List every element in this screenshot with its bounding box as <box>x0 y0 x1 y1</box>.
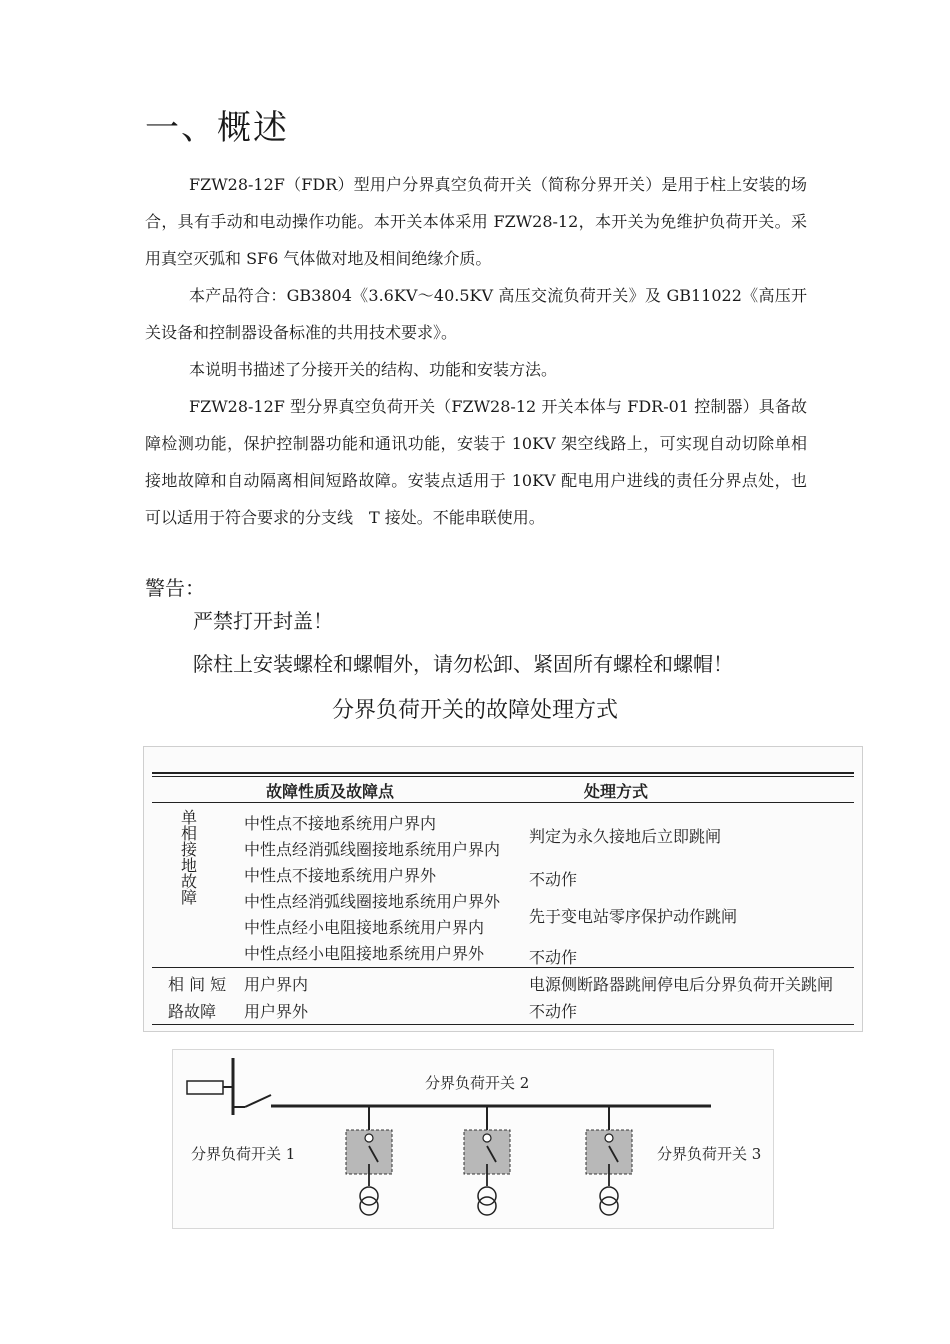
label-switch-3: 分界负荷开关 3 <box>657 1145 762 1163</box>
group-label-single-phase: 单相接地故障 <box>180 808 197 907</box>
table-bottom-rule <box>152 1024 854 1025</box>
label-switch-1: 分界负荷开关 1 <box>191 1145 296 1163</box>
switch-contact-icon <box>605 1134 613 1142</box>
table-row: 中性点不接地系统用户界内 <box>244 814 437 833</box>
table-row: 用户界外 <box>244 1002 309 1021</box>
paragraph-intro: FZW28-12F（FDR）型用户分界真空负荷开关（简称分界开关）是用于柱上安装的场合，具有手动和电动操作功能。本开关本体采用 FZW28-12，本开关为免维护负荷开关。采用真空灭弧和 SF6 气体做对地及相间绝缘介质。 <box>145 175 807 268</box>
warning-line-1: 严禁打开封盖！ <box>193 609 333 633</box>
table-action: 电源侧断路器跳闸停电后分界负荷开关跳闸 <box>529 975 834 994</box>
warning-title: 警告： <box>145 576 205 600</box>
figure-title: 分界负荷开关的故障处理方式 <box>331 698 618 723</box>
label-switch-2: 分界负荷开关 2 <box>425 1074 530 1092</box>
transformer-icon <box>360 1187 378 1205</box>
table-row: 中性点经小电阻接地系统用户界外 <box>244 944 485 963</box>
table-action: 不动作 <box>529 870 578 889</box>
switch-1-blade <box>245 1095 271 1107</box>
table-top-rule <box>152 772 854 774</box>
transformer-icon <box>478 1197 496 1215</box>
paragraph-function: FZW28-12F 型分界真空负荷开关（FZW28-12 开关本体与 FDR-01 控制器）具备故障检测功能，保护控制器功能和通讯功能，安装于 10KV 架空线路上，可实现自动切除单相接地故障和自动隔离相间短路故障。安装点适用于 10KV 配电用户进线的责任分界点处，也可以适用于符合要求的分支线 T 接处。不能串联使用。 <box>145 397 807 527</box>
transformer-icon <box>600 1197 618 1215</box>
paragraph-scope: 本说明书描述了分接开关的结构、功能和安装方法。 <box>189 360 558 379</box>
table-action: 判定为永久接地后立即跳闸 <box>529 827 722 846</box>
transformer-icon <box>478 1187 496 1205</box>
table-row: 中性点经消弧线圈接地系统用户界内 <box>244 840 501 859</box>
transformer-icon <box>600 1187 618 1205</box>
table-row: 中性点经小电阻接地系统用户界内 <box>244 918 485 937</box>
table-row: 中性点经消弧线圈接地系统用户界外 <box>244 892 501 911</box>
switch-contact-icon <box>483 1134 491 1142</box>
source-box <box>187 1081 223 1094</box>
table-action: 不动作 <box>529 948 578 967</box>
switch-contact-icon <box>365 1134 373 1142</box>
table-group-rule <box>152 967 854 968</box>
section-heading: 一、概述 <box>145 108 289 148</box>
fault-table <box>143 746 863 1032</box>
group-label-phase-short-1: 相 间 短 <box>168 975 227 994</box>
table-action: 不动作 <box>529 1002 578 1021</box>
table-top-rule-thin <box>152 776 854 777</box>
table-header-rule <box>152 802 854 803</box>
table-action: 先于变电站零序保护动作跳闸 <box>529 907 738 926</box>
table-header-fault: 故障性质及故障点 <box>266 782 395 801</box>
table-row: 中性点不接地系统用户界外 <box>244 866 437 885</box>
table-header-action: 处理方式 <box>584 782 649 801</box>
wiring-diagram <box>172 1049 774 1229</box>
table-row: 用户界内 <box>244 975 309 994</box>
transformer-icon <box>360 1197 378 1215</box>
paragraph-standards: 本产品符合：GB3804《3.6KV～40.5KV 高压交流负荷开关》及 GB11022《高压开关设备和控制器设备标准的共用技术要求》。 <box>145 286 807 342</box>
warning-line-2: 除柱上安装螺栓和螺帽外，请勿松卸、紧固所有螺栓和螺帽！ <box>193 652 733 676</box>
group-label-phase-short-2: 路故障 <box>168 1002 217 1021</box>
